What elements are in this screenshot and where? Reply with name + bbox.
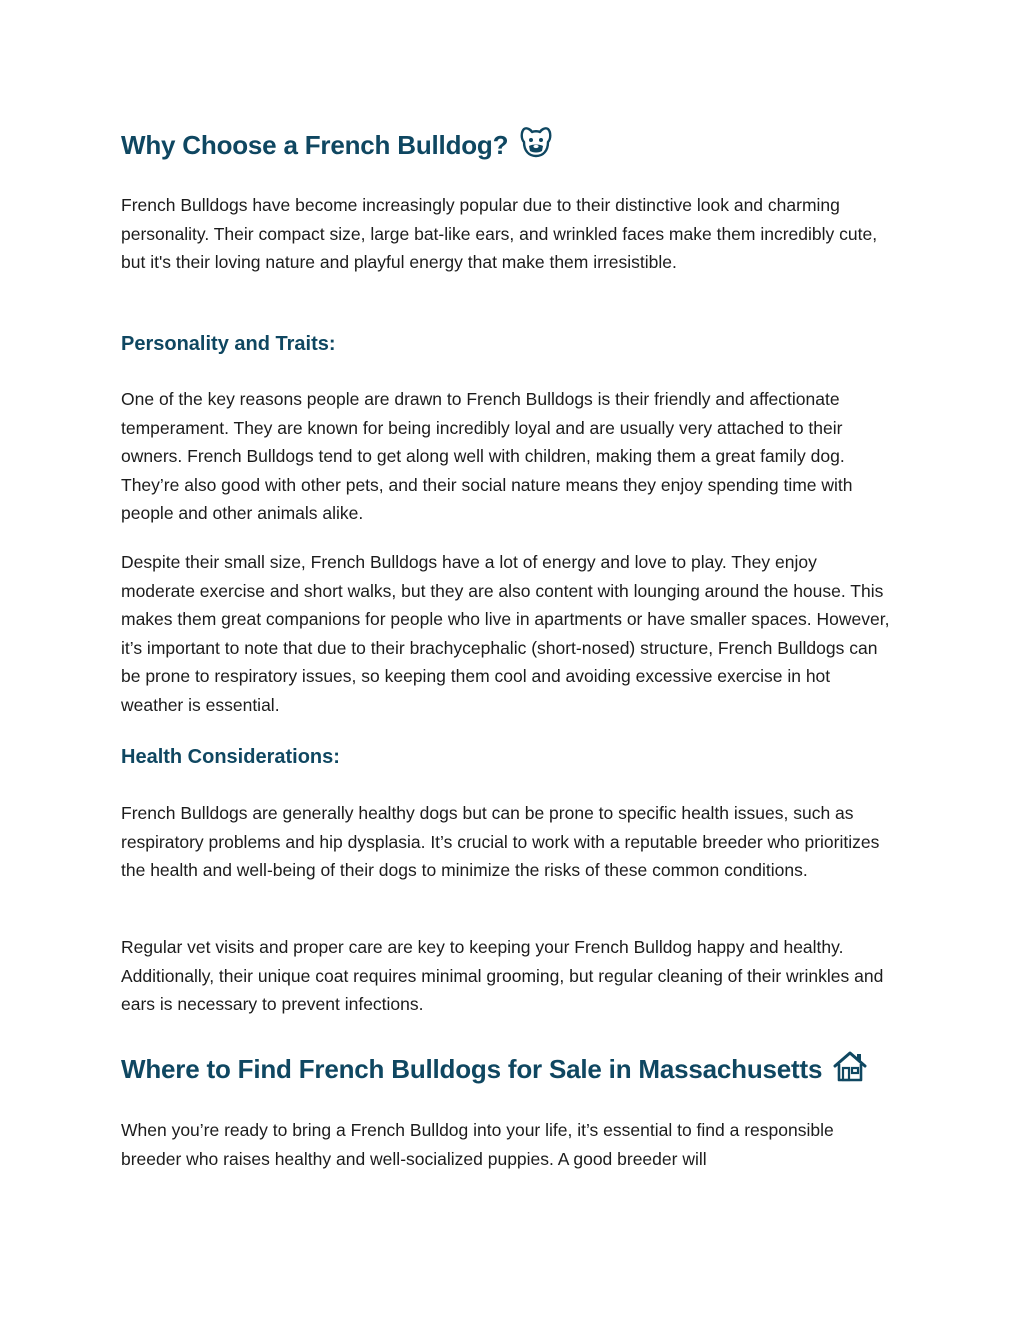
section-heading-health: Health Considerations: — [121, 746, 340, 768]
section-heading-where-to-find — [121, 1049, 868, 1090]
dog-face-icon — [518, 124, 554, 167]
section-heading-personality: Personality and Traits: — [121, 333, 336, 355]
section-heading-why-choose — [121, 124, 554, 167]
heading-text: Where to Find French Bulldogs for Sale in Massachusetts — [121, 1054, 823, 1084]
where-paragraph: When you’re ready to bring a French Bulldog into your life, it’s essential to find a responsible breeder who raises healthy and well-socialized puppies. A good breeder will — [121, 1120, 834, 1169]
health-paragraph: Regular vet visits and proper care are key to keeping your French Bulldog happy and healthy. Additionally, their unique coat requires minimal grooming, but regular cleaning of their wrinkles and ears is necessary to prevent infections. — [121, 937, 884, 1015]
intro-paragraph: French Bulldogs have become increasingly popular due to their distinctive look and charming personality. Their compact size, large bat-like ears, and wrinkled faces make them incredibly cute, but it's their loving nature and playful energy that make them irresistible. — [121, 195, 878, 273]
heading-text: Why Choose a French Bulldog? — [121, 130, 509, 160]
personality-paragraph: One of the key reasons people are drawn to French Bulldogs is their friendly and affectionate temperament. They are known for being incredibly loyal and are usually very attached to their owners. French Bulldogs tend to get along well with children, making them a great family dog. They’re also good with other pets, and their social nature means they enjoy spending time with people and other animals alike. — [121, 389, 853, 524]
personality-paragraph: Despite their small size, French Bulldogs have a lot of energy and love to play. They enjoy moderate exercise and short walks, but they are also content with lounging around the house. This makes them great companions for people who live in apartments or have smaller spaces. However, it’s important to note that due to their brachycephalic (short-nosed) structure, French Bulldogs can be prone to respiratory issues, so keeping them cool and avoiding excessive exercise in hot weather is essential. — [121, 552, 890, 715]
health-paragraph: French Bulldogs are generally healthy dogs but can be prone to specific health issues, such as respiratory problems and hip dysplasia. It’s crucial to work with a reputable breeder who prioritizes the health and well-being of their dogs to minimize the risks of these common conditions. — [121, 803, 880, 881]
house-icon — [832, 1049, 868, 1090]
